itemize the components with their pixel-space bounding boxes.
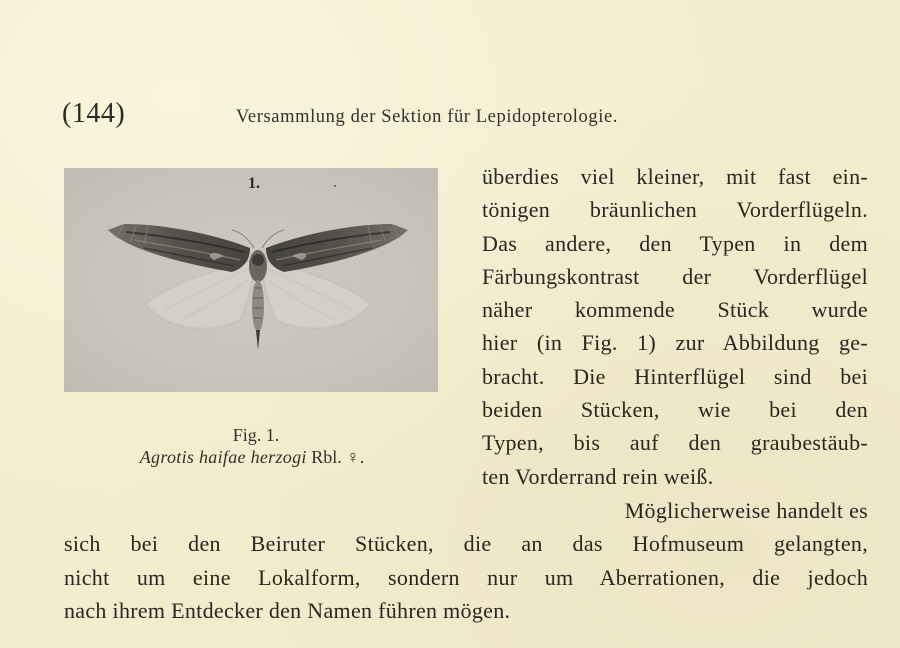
column-line: ten Vorderrand rein weiß. [482, 463, 714, 489]
moth-figure [64, 168, 438, 392]
forewing-left [108, 224, 250, 272]
column-line: Typen, bis auf den graubestäub- [482, 430, 868, 456]
hindwing-left [146, 260, 254, 328]
caption-species-line [62, 446, 442, 468]
moth-illustration [64, 168, 438, 392]
paragraph-line: sich bei den Beiruter Stücken, die an das Hofmuseum gelangten, [64, 531, 868, 557]
column-line: hier (in Fig. 1) zur Abbildung ge- [482, 330, 868, 356]
page-header [62, 98, 822, 138]
figure-caption [62, 424, 442, 468]
caption-species-author: Rbl. ♀. [311, 447, 365, 467]
forewing-right [266, 224, 408, 272]
running-title: Versammlung der Sektion für Lepidopterologie. [236, 107, 619, 127]
paragraph-line: nicht um eine Lokalform, sondern nur um Aberrationen, die jedoch [64, 564, 868, 590]
page-number: (144) [62, 98, 126, 129]
caption-species-name: Agrotis haifae herzogi [139, 447, 307, 467]
plate-number: 1. [248, 175, 260, 192]
hindwing-right [262, 260, 370, 328]
column-line: tönigen bräunlichen Vorderflügeln. [482, 197, 868, 223]
paragraph-line: Möglicherweise handelt es [624, 498, 868, 523]
column-line: überdies viel kleiner, mit fast ein- [482, 164, 868, 189]
paragraph-line: nach ihrem Entdecker den Namen führen mögen. [64, 597, 511, 623]
full-width-text [64, 494, 868, 627]
column-line: beiden Stücken, wie bei den [482, 397, 868, 423]
caption-figure-number: Fig. 1. [232, 425, 280, 445]
column-line: Das andere, den Typen in dem [482, 230, 868, 256]
column-line: Färbungskontrast der Vorderflügel [482, 263, 868, 289]
column-text [482, 160, 868, 493]
column-line: bracht. Die Hinterflügel sind bei [482, 363, 868, 389]
column-line: näher kommende Stück wurde [482, 297, 868, 323]
